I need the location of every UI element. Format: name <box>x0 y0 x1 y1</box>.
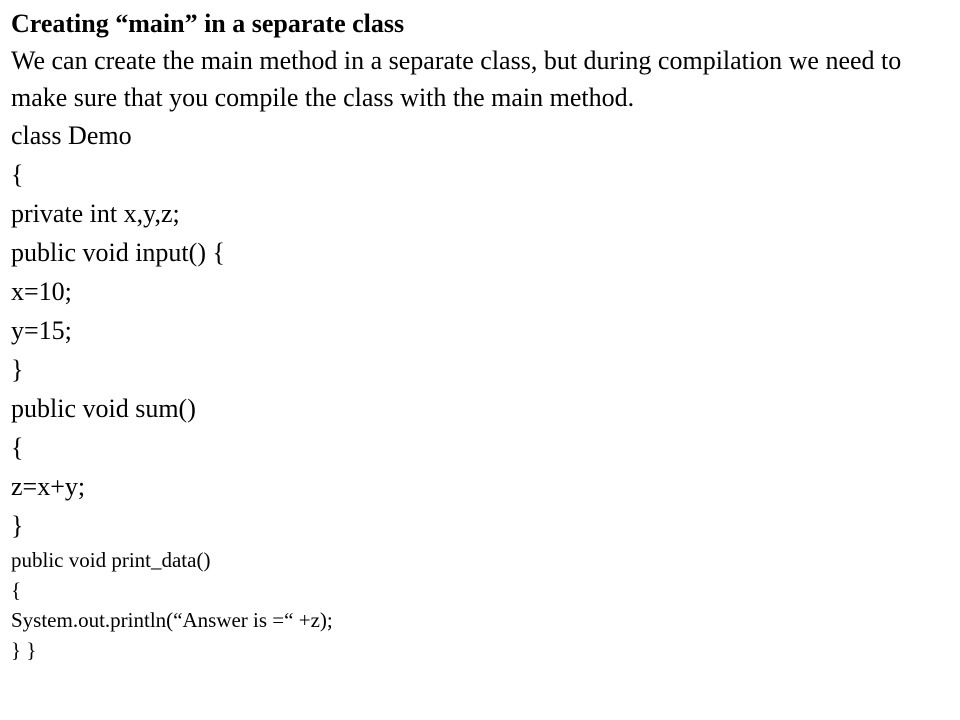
code-line: } <box>11 355 24 384</box>
code-line: } } <box>11 638 37 662</box>
code-line: public void print_data() <box>11 548 211 572</box>
description-paragraph: We can create the main method in a separate class, but during compilation we need to make sure that you compile the class with the main method. <box>11 46 902 112</box>
code-line: y=15; <box>11 316 72 345</box>
code-line: { <box>11 433 24 462</box>
code-block <box>11 116 951 665</box>
code-line: } <box>11 511 24 540</box>
slide-title: Creating “main” in a separate class <box>11 9 405 38</box>
code-line: private int x,y,z; <box>11 199 180 228</box>
code-line: x=10; <box>11 277 72 306</box>
code-line: class Demo <box>11 121 132 150</box>
code-line: { <box>11 160 24 189</box>
code-line: z=x+y; <box>11 472 86 501</box>
code-line: { <box>11 578 22 602</box>
code-line: public void input() { <box>11 238 225 267</box>
slide-content <box>11 6 951 665</box>
code-line: System.out.println(“Answer is =“ +z); <box>11 608 333 632</box>
code-line: public void sum() <box>11 394 196 423</box>
